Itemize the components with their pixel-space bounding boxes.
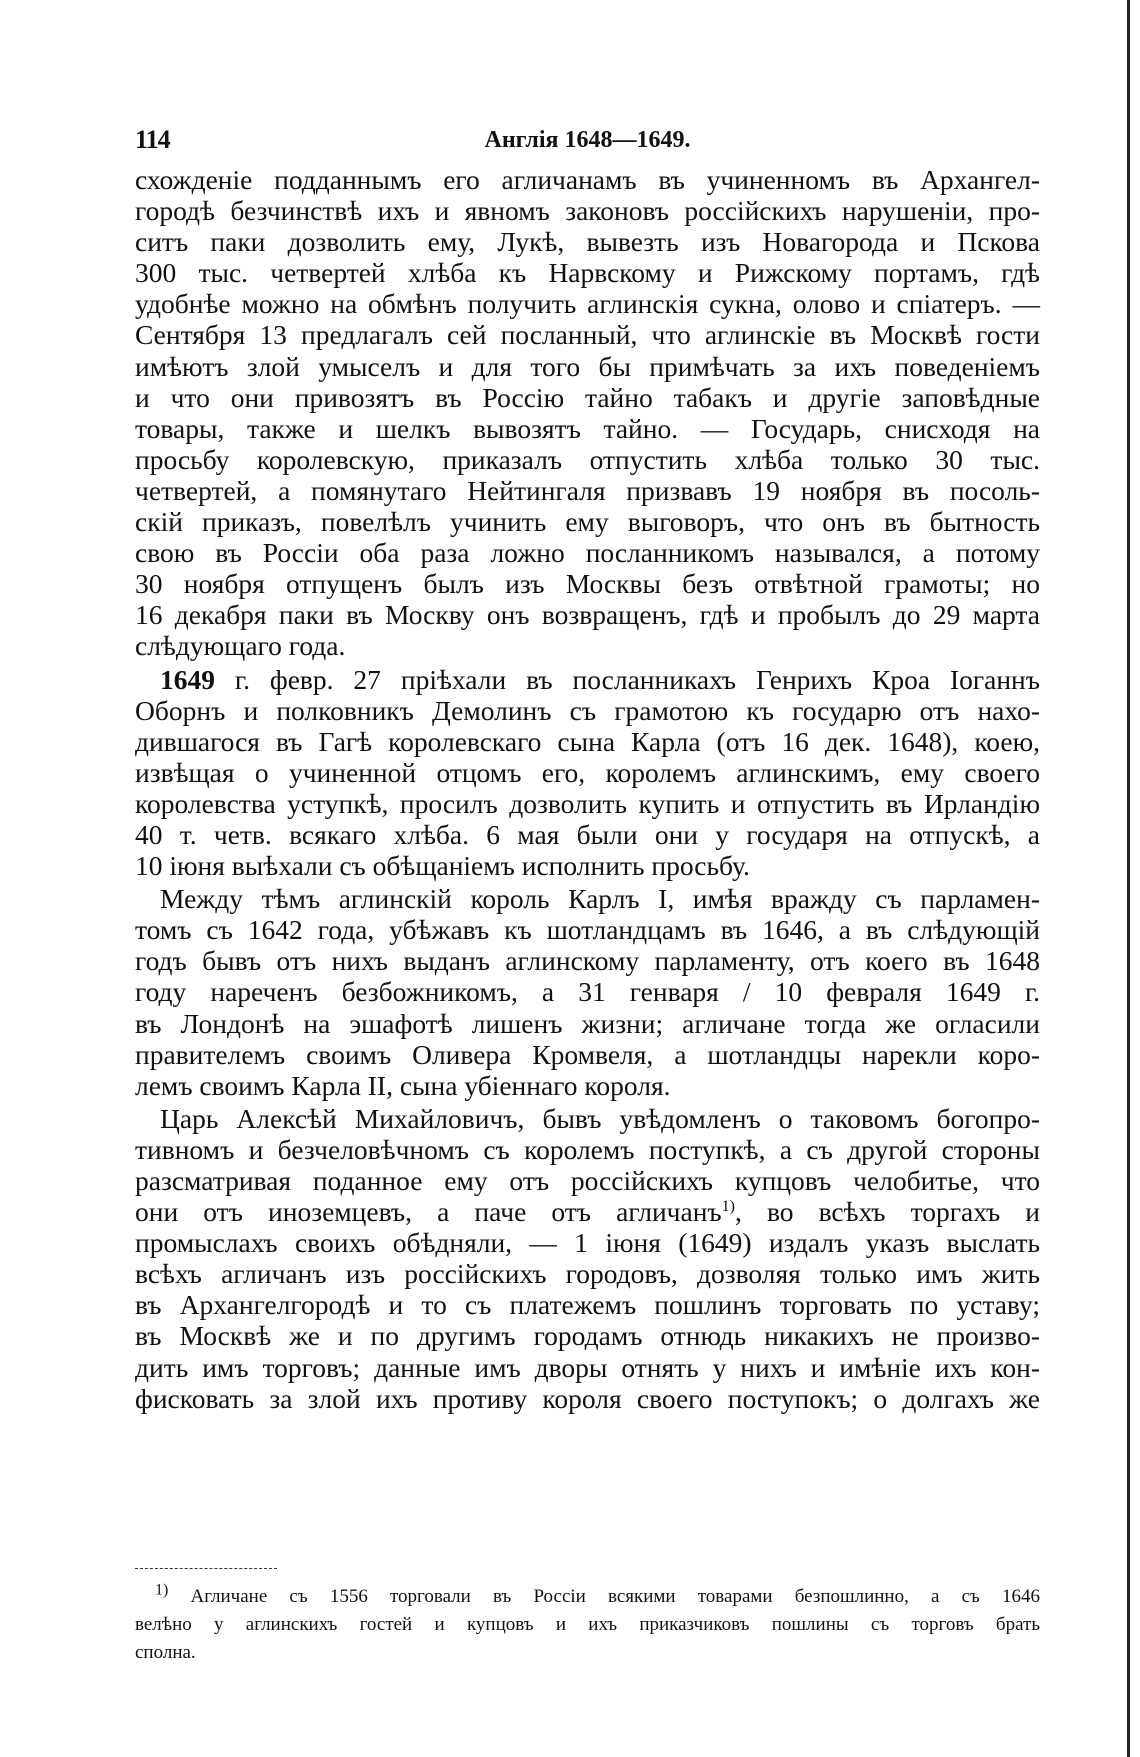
page-edge-line bbox=[1127, 0, 1130, 1757]
p1-line: просьбу королевскую, приказалъ отпустить хлѣба только 30 тыс. bbox=[135, 443, 1040, 475]
p4-rest-line: дить имъ торговъ; данные имъ дворы отнять у нихъ и имѣніе ихъ кон- bbox=[135, 1351, 1040, 1383]
p1-line: 300 тыс. четвертей хлѣба къ Нарвскому и Рижскому портамъ, гдѣ bbox=[135, 257, 1040, 289]
footnote-line-2: велѣно у аглинскихъ гостей и купцовъ и ихъ приказчиковъ пошлины съ торговъ брать bbox=[135, 1614, 1040, 1635]
p4-rest-line: всѣхъ агличанъ изъ россійскихъ городовъ, дозволяя только имъ жить bbox=[135, 1258, 1040, 1290]
p1-line: и что они привозятъ въ Россію тайно табакъ и другіе заповѣдные bbox=[135, 381, 1040, 413]
p1-line: свою въ Россіи оба раза ложно посланникомъ назывался, а потому bbox=[135, 537, 1040, 569]
p4-rest-line: промыслахъ своихъ обѣдняли, — 1 іюня (1649) издалъ указъ выслать bbox=[135, 1227, 1040, 1259]
paragraph-2 bbox=[135, 664, 1040, 882]
page-header bbox=[135, 125, 1040, 157]
footnote-separator bbox=[135, 1568, 277, 1569]
p1-line: схожденіе подданнымъ его агличанамъ въ учиненномъ въ Архангел- bbox=[135, 164, 1040, 195]
p4-rest-line: фисковать за злой ихъ противу короля своего поступокъ; о долгахъ же bbox=[135, 1382, 1040, 1414]
line-4-before-mark: они отъ иноземцевъ, а паче отъ агличанъ bbox=[135, 1196, 722, 1228]
footnote-reference[interactable]: 1) bbox=[721, 1197, 735, 1215]
p4-rest-line: въ Архангелгородѣ и то съ платежемъ пошлинъ торговать по уставу; bbox=[135, 1289, 1040, 1321]
p2-rest-line: извѣщая о учиненной отцомъ его, королемъ аглинскимъ, ему своего bbox=[135, 756, 1040, 788]
paragraph-4-line-2: тивномъ и безчеловѣчномъ съ королемъ поступкѣ, а съ другой стороны bbox=[135, 1133, 1040, 1165]
p2-rest-line: дившагося въ Гагѣ королевскаго сына Карла (отъ 16 дек. 1648), коею, bbox=[135, 725, 1040, 757]
p2-rest-line: Оборнъ и полковникъ Демолинъ съ грамотою къ государю отъ нахо- bbox=[135, 694, 1040, 726]
p1-line: удобнѣе можно на обмѣнъ получить аглинскія сукна, олово и спіатеръ. — bbox=[135, 288, 1040, 320]
paragraph-3 bbox=[135, 883, 1040, 1101]
paragraph-4-line-3: разсматривая поданное ему отъ россійскихъ купцовъ челобитье, что bbox=[135, 1165, 1040, 1196]
paragraph-2-line-text: г. февр. 27 пріѣхали въ посланникахъ Генрихъ Кроа Іоганнъ bbox=[215, 663, 1040, 695]
p1-line: скій приказъ, повелѣлъ учинить ему выговоръ, что онъ въ бытность bbox=[135, 506, 1040, 538]
p3-line: году нареченъ безбожникомъ, а 31 генваря / 10 февраля 1649 г. bbox=[135, 976, 1040, 1008]
line-4-after-mark: , во всѣхъ торгахъ и bbox=[734, 1196, 1040, 1228]
running-title: Англія 1648—1649. bbox=[484, 127, 691, 153]
p2-rest-line: 40 т. четв. всякаго хлѣба. 6 мая были они у государя на отпускѣ, а bbox=[135, 818, 1040, 850]
p3-line: годъ бывъ отъ нихъ выданъ аглинскому парламенту, отъ коего въ 1648 bbox=[135, 945, 1040, 977]
paragraph-2-first-line bbox=[135, 664, 1040, 695]
p4-rest-line: въ Москвѣ же и по другимъ городамъ отнюдь никакихъ не произво- bbox=[135, 1320, 1040, 1352]
year-1649: 1649 bbox=[160, 663, 215, 695]
paragraph-4 bbox=[135, 1103, 1040, 1414]
p3-line: томъ съ 1642 года, убѣжавъ къ шотландцамъ въ 1646, а въ слѣдующій bbox=[135, 914, 1040, 946]
footnotes bbox=[135, 1583, 1040, 1667]
p1-line: городѣ безчинствѣ ихъ и явномъ законовъ россійскихъ нарушеніи, про- bbox=[135, 195, 1040, 227]
p1-line: товары, также и шелкъ вывозятъ тайно. — Государь, снисходя на bbox=[135, 412, 1040, 444]
p1-line: 16 декабря паки въ Москву онъ возвращенъ, гдѣ и пробылъ до 29 марта bbox=[135, 599, 1040, 631]
footnote-mark: 1) bbox=[155, 1581, 169, 1599]
paragraph-4-line-4 bbox=[135, 1196, 1040, 1227]
footnote-text-1: Агличане съ 1556 торговали въ Россіи всякими товарами безпошлинно, а съ 1646 bbox=[168, 1586, 1040, 1607]
page-number: 114 bbox=[135, 125, 170, 154]
paragraph-4-rest bbox=[135, 1227, 1040, 1414]
main-text bbox=[135, 164, 1040, 1414]
p1-line: четвертей, а помянутаго Нейтингаля призвавъ 19 ноября въ посоль- bbox=[135, 474, 1040, 506]
p3-line: Между тѣмъ аглинскій король Карлъ I, имѣя вражду съ парламен- bbox=[160, 883, 1040, 915]
p2-rest-line: 10 іюня выѣхали съ обѣщаніемъ исполнить просьбу. bbox=[135, 850, 750, 882]
p2-rest-line: королевства уступкѣ, просилъ дозволить купить и отпустить въ Ирландію bbox=[135, 787, 1040, 819]
p3-line: въ Лондонѣ на эшафотѣ лишенъ жизни; агличане тогда же огласили bbox=[135, 1007, 1040, 1039]
p1-line: слѣдующаго года. bbox=[135, 630, 346, 662]
paragraph-2-rest bbox=[135, 695, 1040, 882]
p1-line: имѣютъ злой умыселъ и для того бы примѣчать за ихъ поведеніемъ bbox=[135, 350, 1040, 382]
p3-line: лемъ своимъ Карла II, сына убіеннаго короля. bbox=[135, 1069, 671, 1101]
p1-line: 30 ноября отпущенъ былъ изъ Москвы безъ отвѣтной грамоты; но bbox=[135, 568, 1040, 600]
p1-line: ситъ паки дозволить ему, Лукѣ, вывезть изъ Новагорода и Пскова bbox=[135, 226, 1040, 258]
paragraph-1 bbox=[135, 164, 1040, 662]
p3-line: правителемъ своимъ Оливера Кромвеля, а шотландцы нарекли коро- bbox=[135, 1038, 1040, 1070]
paragraph-4-line-1: Царь Алексѣй Михайловичъ, бывъ увѣдомленъ о таковомъ богопро- bbox=[160, 1102, 1040, 1134]
footnote-line-3: сполна. bbox=[135, 1642, 196, 1663]
footnote-line-1 bbox=[135, 1583, 1040, 1611]
p1-line: Сентября 13 предлагалъ сей посланный, что аглинскіе въ Москвѣ гости bbox=[135, 319, 1040, 351]
